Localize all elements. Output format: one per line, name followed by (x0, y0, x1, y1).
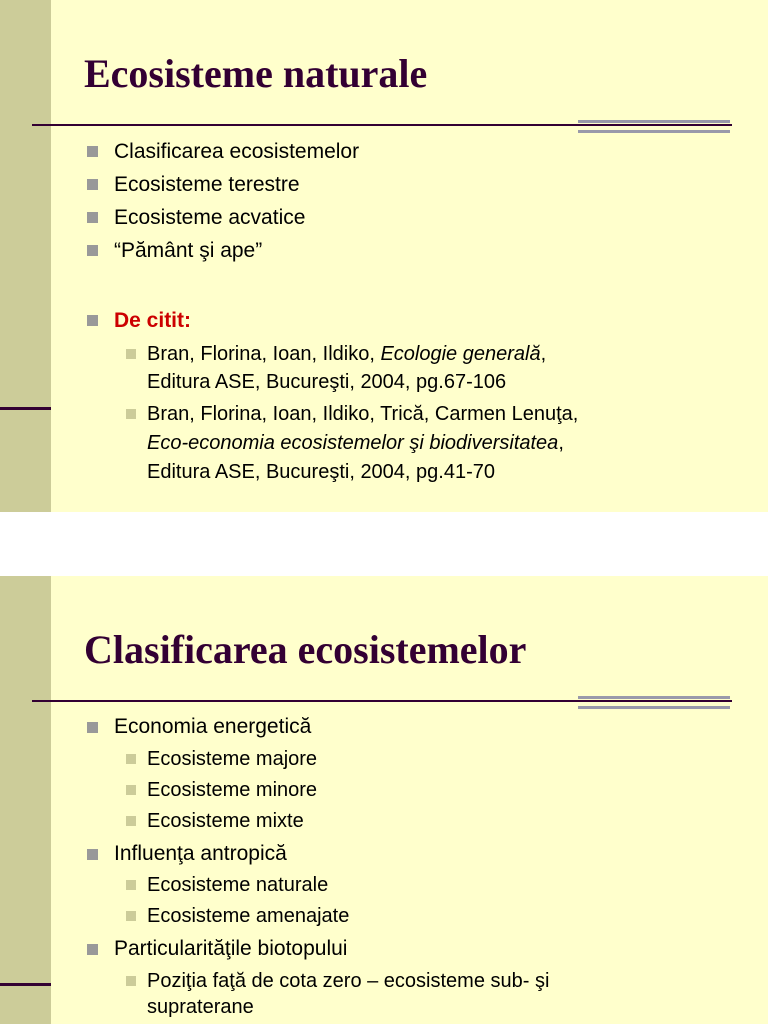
sub-list-item: Poziţia faţă de cota zero – ecosisteme sub- şi (147, 970, 550, 992)
reference-work: Eco-economia ecosistemelor şi biodiversitatea (147, 432, 559, 454)
list-item: “Pământ şi ape” (114, 239, 263, 262)
square-bullet-icon (87, 944, 98, 955)
reference-punct: , (558, 432, 564, 454)
sub-bullet-icon (126, 911, 136, 921)
sub-list-item: supraterane (147, 996, 254, 1018)
title-underline (32, 700, 732, 702)
list-item: Particularităţile biotopului (114, 937, 348, 960)
reference-line (147, 341, 546, 367)
list-item: Ecosisteme acvatice (114, 206, 306, 229)
title-decoration (578, 706, 730, 709)
sub-list-item: Ecosisteme naturale (147, 874, 329, 896)
square-bullet-icon (87, 212, 98, 223)
left-accent-bar (0, 0, 51, 512)
title-decoration (578, 130, 730, 133)
reference-work: Ecologie generală (380, 343, 541, 365)
sub-bullet-icon (126, 409, 136, 419)
title-underline (32, 124, 732, 126)
slide-clasificarea-ecosistemelor (0, 576, 768, 1024)
sub-bullet-icon (126, 754, 136, 764)
reference-publisher: Editura ASE, Bucureşti, 2004, pg.41-70 (147, 461, 495, 483)
sub-list-item: Ecosisteme amenajate (147, 905, 350, 927)
list-item: Ecosisteme terestre (114, 173, 300, 196)
square-bullet-icon (87, 245, 98, 256)
list-item: Clasificarea ecosistemelor (114, 140, 360, 163)
square-bullet-icon (87, 722, 98, 733)
sub-list-item: Ecosisteme majore (147, 748, 318, 770)
left-bar-tick (0, 983, 51, 986)
title-decoration (578, 696, 730, 699)
sub-bullet-icon (126, 349, 136, 359)
list-item: Economia energetică (114, 715, 312, 738)
sub-bullet-icon (126, 976, 136, 986)
reference-authors: Bran, Florina, Ioan, Ildiko, (147, 343, 381, 365)
square-bullet-icon (87, 849, 98, 860)
square-bullet-icon (87, 146, 98, 157)
square-bullet-icon (87, 315, 98, 326)
left-bar-tick (0, 407, 51, 410)
title-decoration (578, 120, 730, 123)
left-accent-bar (0, 576, 51, 1024)
sub-list-item: Ecosisteme minore (147, 779, 318, 801)
square-bullet-icon (87, 179, 98, 190)
sub-bullet-icon (126, 785, 136, 795)
reading-label: De citit: (114, 309, 192, 332)
sub-list-item: Ecosisteme mixte (147, 810, 304, 832)
slide-title: Clasificarea ecosistemelor (84, 627, 527, 672)
reference-publisher: Editura ASE, Bucureşti, 2004, pg.67-106 (147, 371, 507, 393)
reference-punct: , (540, 343, 547, 365)
slide-title: Ecosisteme naturale (84, 51, 428, 96)
reference-line (147, 430, 564, 456)
sub-bullet-icon (126, 880, 136, 890)
reference-authors: Bran, Florina, Ioan, Ildiko, Trică, Carmen Lenuţa, (147, 403, 579, 425)
list-item: Influenţa antropică (114, 842, 287, 865)
sub-bullet-icon (126, 816, 136, 826)
